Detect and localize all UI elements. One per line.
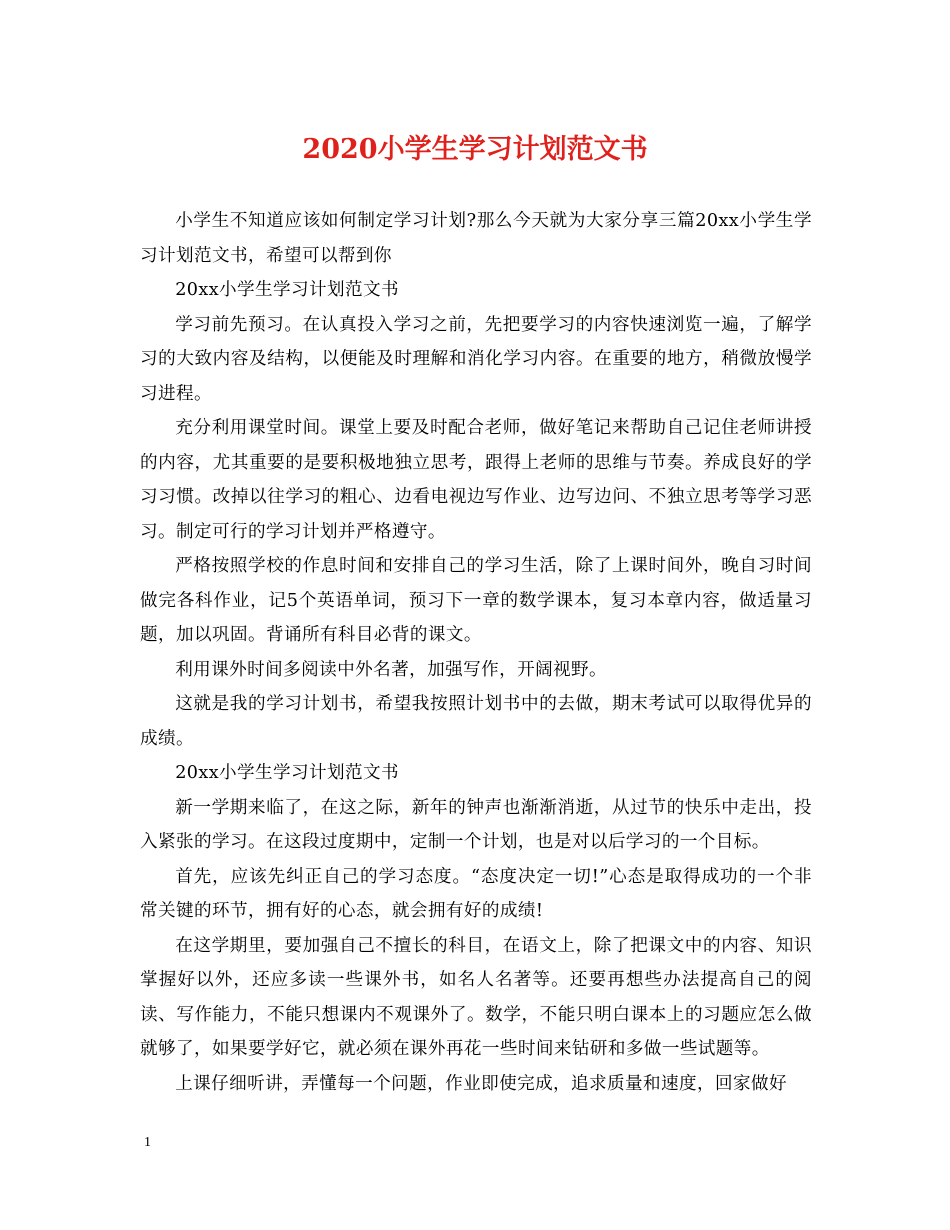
paragraph-schedule: 严格按照学校的作息时间和安排自己的学习生活，除了上课时间外，晚自习时间做完各科作业，记5个英语单词，预习下一章的数学课本，复习本章内容，做适量习题，加以巩固。背诵所有科目必背的课文。 [140, 556, 812, 645]
section-heading-1: 20xx小学生学习计划范文书 [175, 280, 399, 300]
paragraph-conclusion: 这就是我的学习计划书，希望我按照计划书中的去做，期末考试可以取得优异的成绩。 [140, 694, 812, 749]
paragraph-attitude: 首先，应该先纠正自己的学习态度。“态度决定一切!”心态是取得成功的一个非常关键的环节，拥有好的心态，就会拥有好的成绩! [140, 866, 812, 921]
paragraph-class-time: 充分利用课堂时间。课堂上要及时配合老师，做好笔记来帮助自己记住老师讲授的内容，尤其重要的是要积极地独立思考，跟得上老师的思维与节奏。养成良好的学习习惯。改掉以往学习的粗心、边看电视边写作业、边写边问、不独立思考等学习恶习。制定可行的学习计划并严格遵守。 [140, 418, 812, 542]
paragraph-reading: 利用课外时间多阅读中外名著，加强写作，开阔视野。 [175, 659, 608, 680]
paragraph-intro: 小学生不知道应该如何制定学习计划?那么今天就为大家分享三篇20xx小学生学习计划范文书，希望可以帮到你 [140, 211, 812, 266]
paragraph-weak-subjects: 在这学期里，要加强自己不擅长的科目，在语文上，除了把课文中的内容、知识掌握好以外，还应多读一些课外书，如名人名著等。还要再想些办法提高自己的阅读、写作能力，不能只想课内不观课外了。数学，不能只明白课本上的习题应怎么做就够了，如果要学好它，就必须在课外再花一些时间来钻研和多做一些试题等。 [140, 935, 812, 1059]
document-title: 2020小学生学习计划范文书 [302, 134, 648, 165]
section-heading-2: 20xx小学生学习计划范文书 [175, 763, 399, 783]
paragraph-new-semester: 新一学期来临了，在这之际，新年的钟声也渐渐消逝，从过节的快乐中走出，投入紧张的学习。在这段过度期中，定制一个计划，也是对以后学习的一个目标。 [140, 797, 812, 852]
page-number: 1 [144, 1135, 151, 1150]
paragraph-preview: 学习前先预习。在认真投入学习之前，先把要学习的内容快速浏览一遍，了解学习的大致内容及结构，以便能及时理解和消化学习内容。在重要的地方，稍微放慢学习进程。 [140, 314, 812, 404]
document-body [140, 204, 812, 1101]
paragraph-listen-in-class: 上课仔细听讲，弄懂每一个问题，作业即使完成，追求质量和速度，回家做好 [175, 1073, 787, 1094]
